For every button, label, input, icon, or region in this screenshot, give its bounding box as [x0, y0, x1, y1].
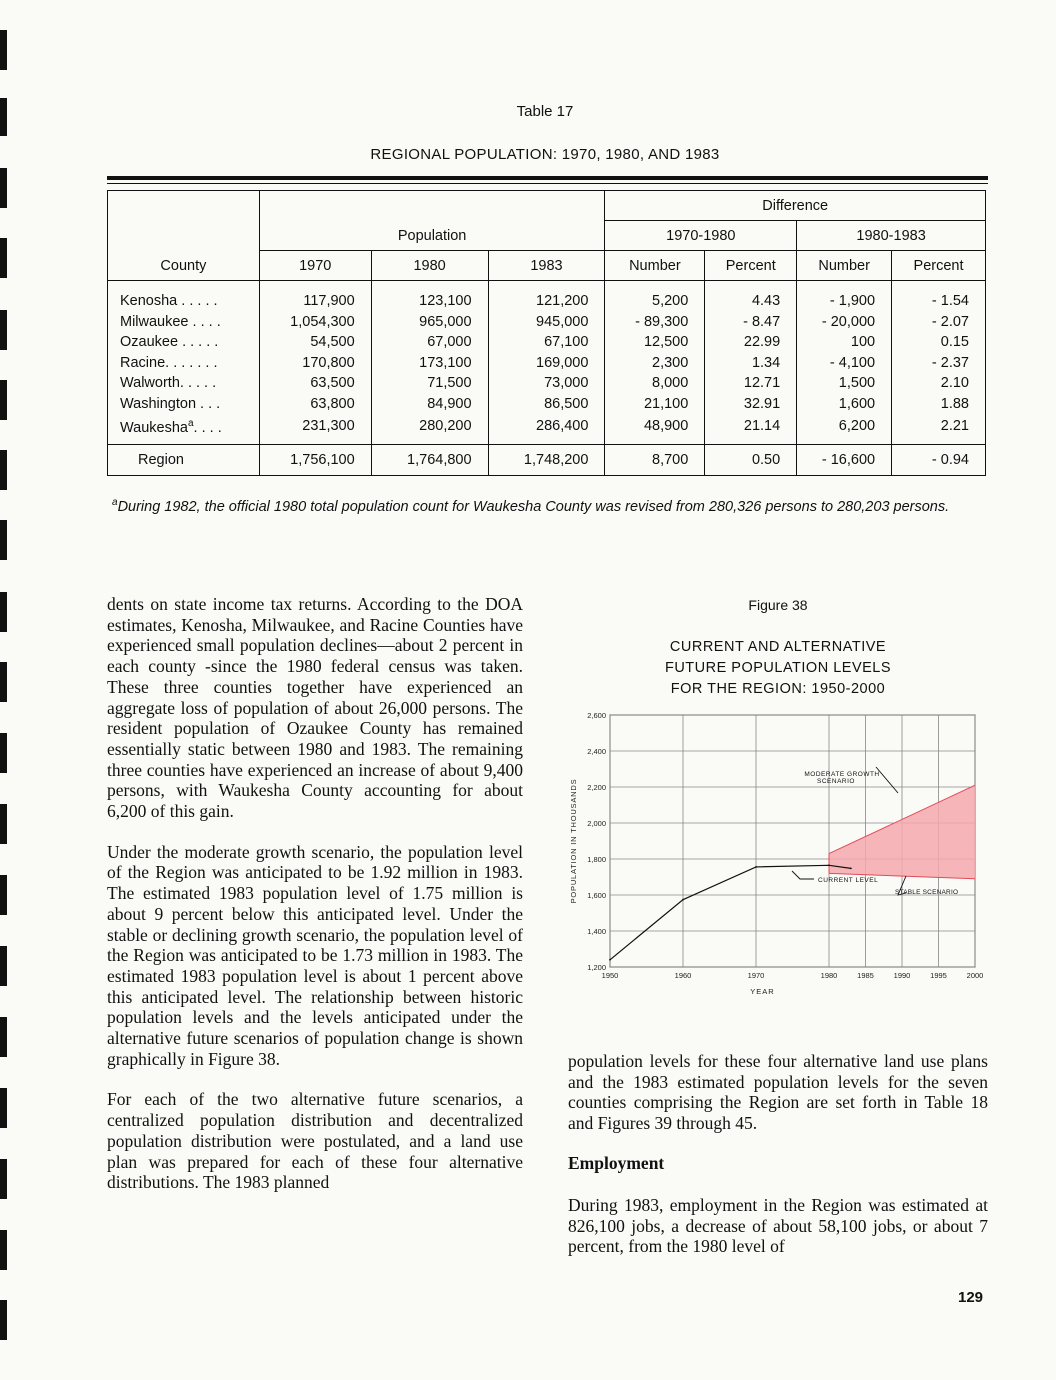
annotation-leader-moderate [876, 767, 898, 793]
cell-number-1: 12,500 [605, 332, 705, 353]
cell-percent-1: 32.91 [705, 394, 797, 415]
cell-percent-1: 0.50 [705, 445, 797, 476]
table-top-rule [107, 176, 988, 180]
x-axis-label: YEAR [750, 987, 775, 996]
binder-mark [0, 875, 7, 915]
cell-percent-1: 12.71 [705, 373, 797, 394]
cell-percent-2: 0.15 [892, 332, 986, 353]
cell-1980: 280,200 [371, 414, 488, 445]
header-difference: Difference [605, 191, 986, 221]
annotation-moderate: MODERATE GROWTH [804, 771, 880, 778]
table-title: REGIONAL POPULATION: 1970, 1980, AND 1983 [370, 146, 720, 163]
binder-mark [0, 168, 7, 208]
x-tick-label: 1980 [820, 971, 838, 980]
cell-number-1: 5,200 [605, 287, 705, 312]
cell-1970: 54,500 [259, 332, 371, 353]
y-tick-label: 1,800 [587, 855, 606, 864]
header-percent-2: Percent [892, 251, 986, 281]
cell-percent-2: 2.21 [892, 414, 986, 445]
cell-1980: 173,100 [371, 353, 488, 374]
footnote-text: During 1982, the official 1980 total population count for Waukesha County was revised from 280,326 persons to 280,203 persons. [117, 498, 950, 515]
binder-mark [0, 450, 7, 490]
cell-number-1: - 89,300 [605, 312, 705, 333]
cell-percent-1: 1.34 [705, 353, 797, 374]
table-row [108, 373, 986, 394]
footnote-marker: a [187, 418, 194, 429]
cell-1980: 84,900 [371, 394, 488, 415]
cell-county: Ozaukee . . . . . [108, 332, 260, 353]
cell-1970: 231,300 [259, 414, 371, 445]
header-period-1980-1983: 1980-1983 [797, 221, 986, 251]
cell-percent-2: - 2.07 [892, 312, 986, 333]
cell-1983: 1,748,200 [488, 445, 605, 476]
table-row [108, 287, 986, 312]
cell-number-1: 48,900 [605, 414, 705, 445]
cell-1980: 67,000 [371, 332, 488, 353]
right-column [568, 1051, 988, 1154]
figure-title [568, 637, 988, 700]
header-county: County [108, 191, 260, 281]
header-number-1: Number [605, 251, 705, 281]
cell-county: Walworth. . . . . [108, 373, 260, 394]
binder-mark [0, 380, 7, 420]
current-level-point [828, 864, 830, 866]
x-tick-label: 1970 [747, 971, 765, 980]
y-axis-label: POPULATION IN THOUSANDS [569, 778, 578, 904]
cell-county: Region [108, 445, 260, 476]
table-row [108, 353, 986, 374]
y-tick-label: 2,600 [587, 711, 606, 720]
cell-number-2: - 20,000 [797, 312, 892, 333]
county-name: Waukesha [120, 419, 188, 436]
table-row [108, 332, 986, 353]
cell-number-2: 1,600 [797, 394, 892, 415]
cell-1980: 1,764,800 [371, 445, 488, 476]
figure-title-line: CURRENT AND ALTERNATIVE [669, 639, 887, 655]
x-tick-label: 2000 [966, 971, 984, 980]
y-tick-label: 1,400 [587, 927, 606, 936]
cell-percent-2: 2.10 [892, 373, 986, 394]
binder-mark [0, 946, 7, 986]
left-column [107, 594, 523, 1213]
cell-number-2: - 4,100 [797, 353, 892, 374]
cell-1980: 71,500 [371, 373, 488, 394]
binder-mark [0, 662, 7, 702]
cell-percent-2: - 1.54 [892, 287, 986, 312]
county-dots: . . . . [193, 419, 222, 436]
header-1980: 1980 [371, 251, 488, 281]
cell-county [108, 414, 260, 445]
y-tick-label: 1,200 [587, 963, 606, 972]
population-chart [560, 705, 990, 1000]
cell-1983: 73,000 [488, 373, 605, 394]
cell-number-2: - 16,600 [797, 445, 892, 476]
cell-percent-1: 21.14 [705, 414, 797, 445]
section-heading-employment: Employment [568, 1153, 665, 1173]
current-level-line [610, 865, 851, 960]
annotation-scenario: SCENARIO [817, 778, 855, 785]
cell-number-2: 6,200 [797, 414, 892, 445]
table-top-rule-thin [107, 183, 988, 184]
table-number: Table 17 [516, 103, 574, 120]
cell-county: Kenosha . . . . . [108, 287, 260, 312]
cell-percent-2: 1.88 [892, 394, 986, 415]
cell-1970: 1,054,300 [259, 312, 371, 333]
cell-county: Washington . . . [108, 394, 260, 415]
header-1970: 1970 [259, 251, 371, 281]
header-period-1970-1980: 1970-1980 [605, 221, 797, 251]
cell-1983: 945,000 [488, 312, 605, 333]
table-row [108, 414, 986, 445]
annotation-current-level: CURRENT LEVEL [818, 877, 879, 884]
x-tick-label: 1985 [857, 971, 874, 980]
cell-number-2: - 1,900 [797, 287, 892, 312]
cell-1970: 170,800 [259, 353, 371, 374]
table-row [108, 394, 986, 415]
footnote-mark: a [112, 497, 118, 508]
binder-mark [0, 238, 7, 278]
y-tick-label: 2,200 [587, 783, 606, 792]
table-footnote [112, 492, 990, 518]
binder-mark [0, 592, 7, 632]
cell-percent-1: - 8.47 [705, 312, 797, 333]
y-tick-label: 2,400 [587, 747, 606, 756]
binder-mark [0, 1017, 7, 1057]
cell-percent-1: 22.99 [705, 332, 797, 353]
x-tick-label: 1960 [674, 971, 692, 980]
figure-title-line: FUTURE POPULATION LEVELS [664, 660, 892, 676]
paragraph: Under the moderate growth scenario, the population level of the Region was anticipated to be 1.92 million in 1983. The estimated 1983 population level of 1.75 million is about 9 percent below this anticipated level. Under the stable or declining growth scenario, the population level of the Region was anticipated to be 1.73 million in 1983. The estimated 1983 population level is about 1 percent above this anticipated level. The relationship between historic population levels and the levels anticipated under the alternative future scenarios of population change is shown graphically in Figure 38. [107, 841, 523, 1069]
figure-title-line: FOR THE REGION: 1950-2000 [670, 681, 886, 697]
cell-1970: 117,900 [259, 287, 371, 312]
header-percent-1: Percent [705, 251, 797, 281]
paragraph: population levels for these four alternative land use plans and the 1983 estimated population levels for the seven counties comprising the Region are set forth in Table 18 and Figures 39 through 45. [568, 1051, 988, 1134]
binder-mark [0, 310, 7, 350]
cell-1970: 63,800 [259, 394, 371, 415]
cell-1980: 965,000 [371, 312, 488, 333]
current-level-point [609, 959, 611, 961]
y-tick-label: 2,000 [587, 819, 606, 828]
cell-county: Racine. . . . . . . [108, 353, 260, 374]
binder-mark [0, 733, 7, 773]
current-level-point [850, 867, 852, 869]
table-row [108, 312, 986, 333]
x-tick-label: 1995 [930, 971, 947, 980]
cell-1983: 121,200 [488, 287, 605, 312]
cell-1983: 67,100 [488, 332, 605, 353]
annotation-leader-current [792, 871, 814, 879]
cell-percent-2: - 0.94 [892, 445, 986, 476]
header-population: Population [259, 191, 605, 251]
x-tick-label: 1950 [601, 971, 619, 980]
header-1983: 1983 [488, 251, 605, 281]
current-level-point [682, 899, 684, 901]
paragraph: During 1983, employment in the Region was estimated at 826,100 jobs, a decrease of about 58,100 jobs, or about 7 percent, from the 1980 level of [568, 1195, 988, 1257]
cell-number-1: 21,100 [605, 394, 705, 415]
binder-mark [0, 1300, 7, 1340]
binder-mark [0, 804, 7, 844]
cell-1983: 169,000 [488, 353, 605, 374]
cell-1983: 86,500 [488, 394, 605, 415]
cell-percent-1: 4.43 [705, 287, 797, 312]
paragraph: For each of the two alternative future scenarios, a centralized population distribution and decentralized population distribution were postulated, and a land use plan was prepared for each of these four alternative distributions. The 1983 planned [107, 1089, 523, 1193]
x-tick-label: 1990 [893, 971, 911, 980]
annotation-stable-scenario: STABLE SCENARIO [895, 889, 959, 896]
figure-label: Figure 38 [748, 597, 808, 613]
cell-percent-2: - 2.37 [892, 353, 986, 374]
region-total-row [108, 445, 986, 476]
right-column-lower [568, 1195, 988, 1277]
cell-number-1: 8,000 [605, 373, 705, 394]
header-number-2: Number [797, 251, 892, 281]
current-level-point [755, 866, 757, 868]
y-tick-label: 1,600 [587, 891, 606, 900]
binder-mark [0, 1088, 7, 1128]
cell-1970: 63,500 [259, 373, 371, 394]
binder-mark [0, 30, 7, 70]
cell-number-1: 2,300 [605, 353, 705, 374]
population-table [107, 190, 986, 476]
cell-1970: 1,756,100 [259, 445, 371, 476]
cell-number-2: 100 [797, 332, 892, 353]
cell-county: Milwaukee . . . . [108, 312, 260, 333]
binder-mark [0, 520, 7, 560]
page-number: 129 [958, 1289, 984, 1306]
cell-number-1: 8,700 [605, 445, 705, 476]
binder-mark [0, 1159, 7, 1199]
binder-mark [0, 1230, 7, 1270]
cell-number-2: 1,500 [797, 373, 892, 394]
cell-1983: 286,400 [488, 414, 605, 445]
cell-1980: 123,100 [371, 287, 488, 312]
paragraph: dents on state income tax returns. According to the DOA estimates, Kenosha, Milwaukee, and Racine Counties have experienced small population declines—about 2 percent in each county -since the 1980 federal census was taken. These three counties together have experienced an aggregate loss of population of about 26,000 persons. The resident population of Ozaukee County has remained essentially static between 1980 and 1983. The remaining three counties have experienced an increase of about 9,400 persons, with Waukesha County accounting for about 6,200 of this gain. [107, 594, 523, 822]
